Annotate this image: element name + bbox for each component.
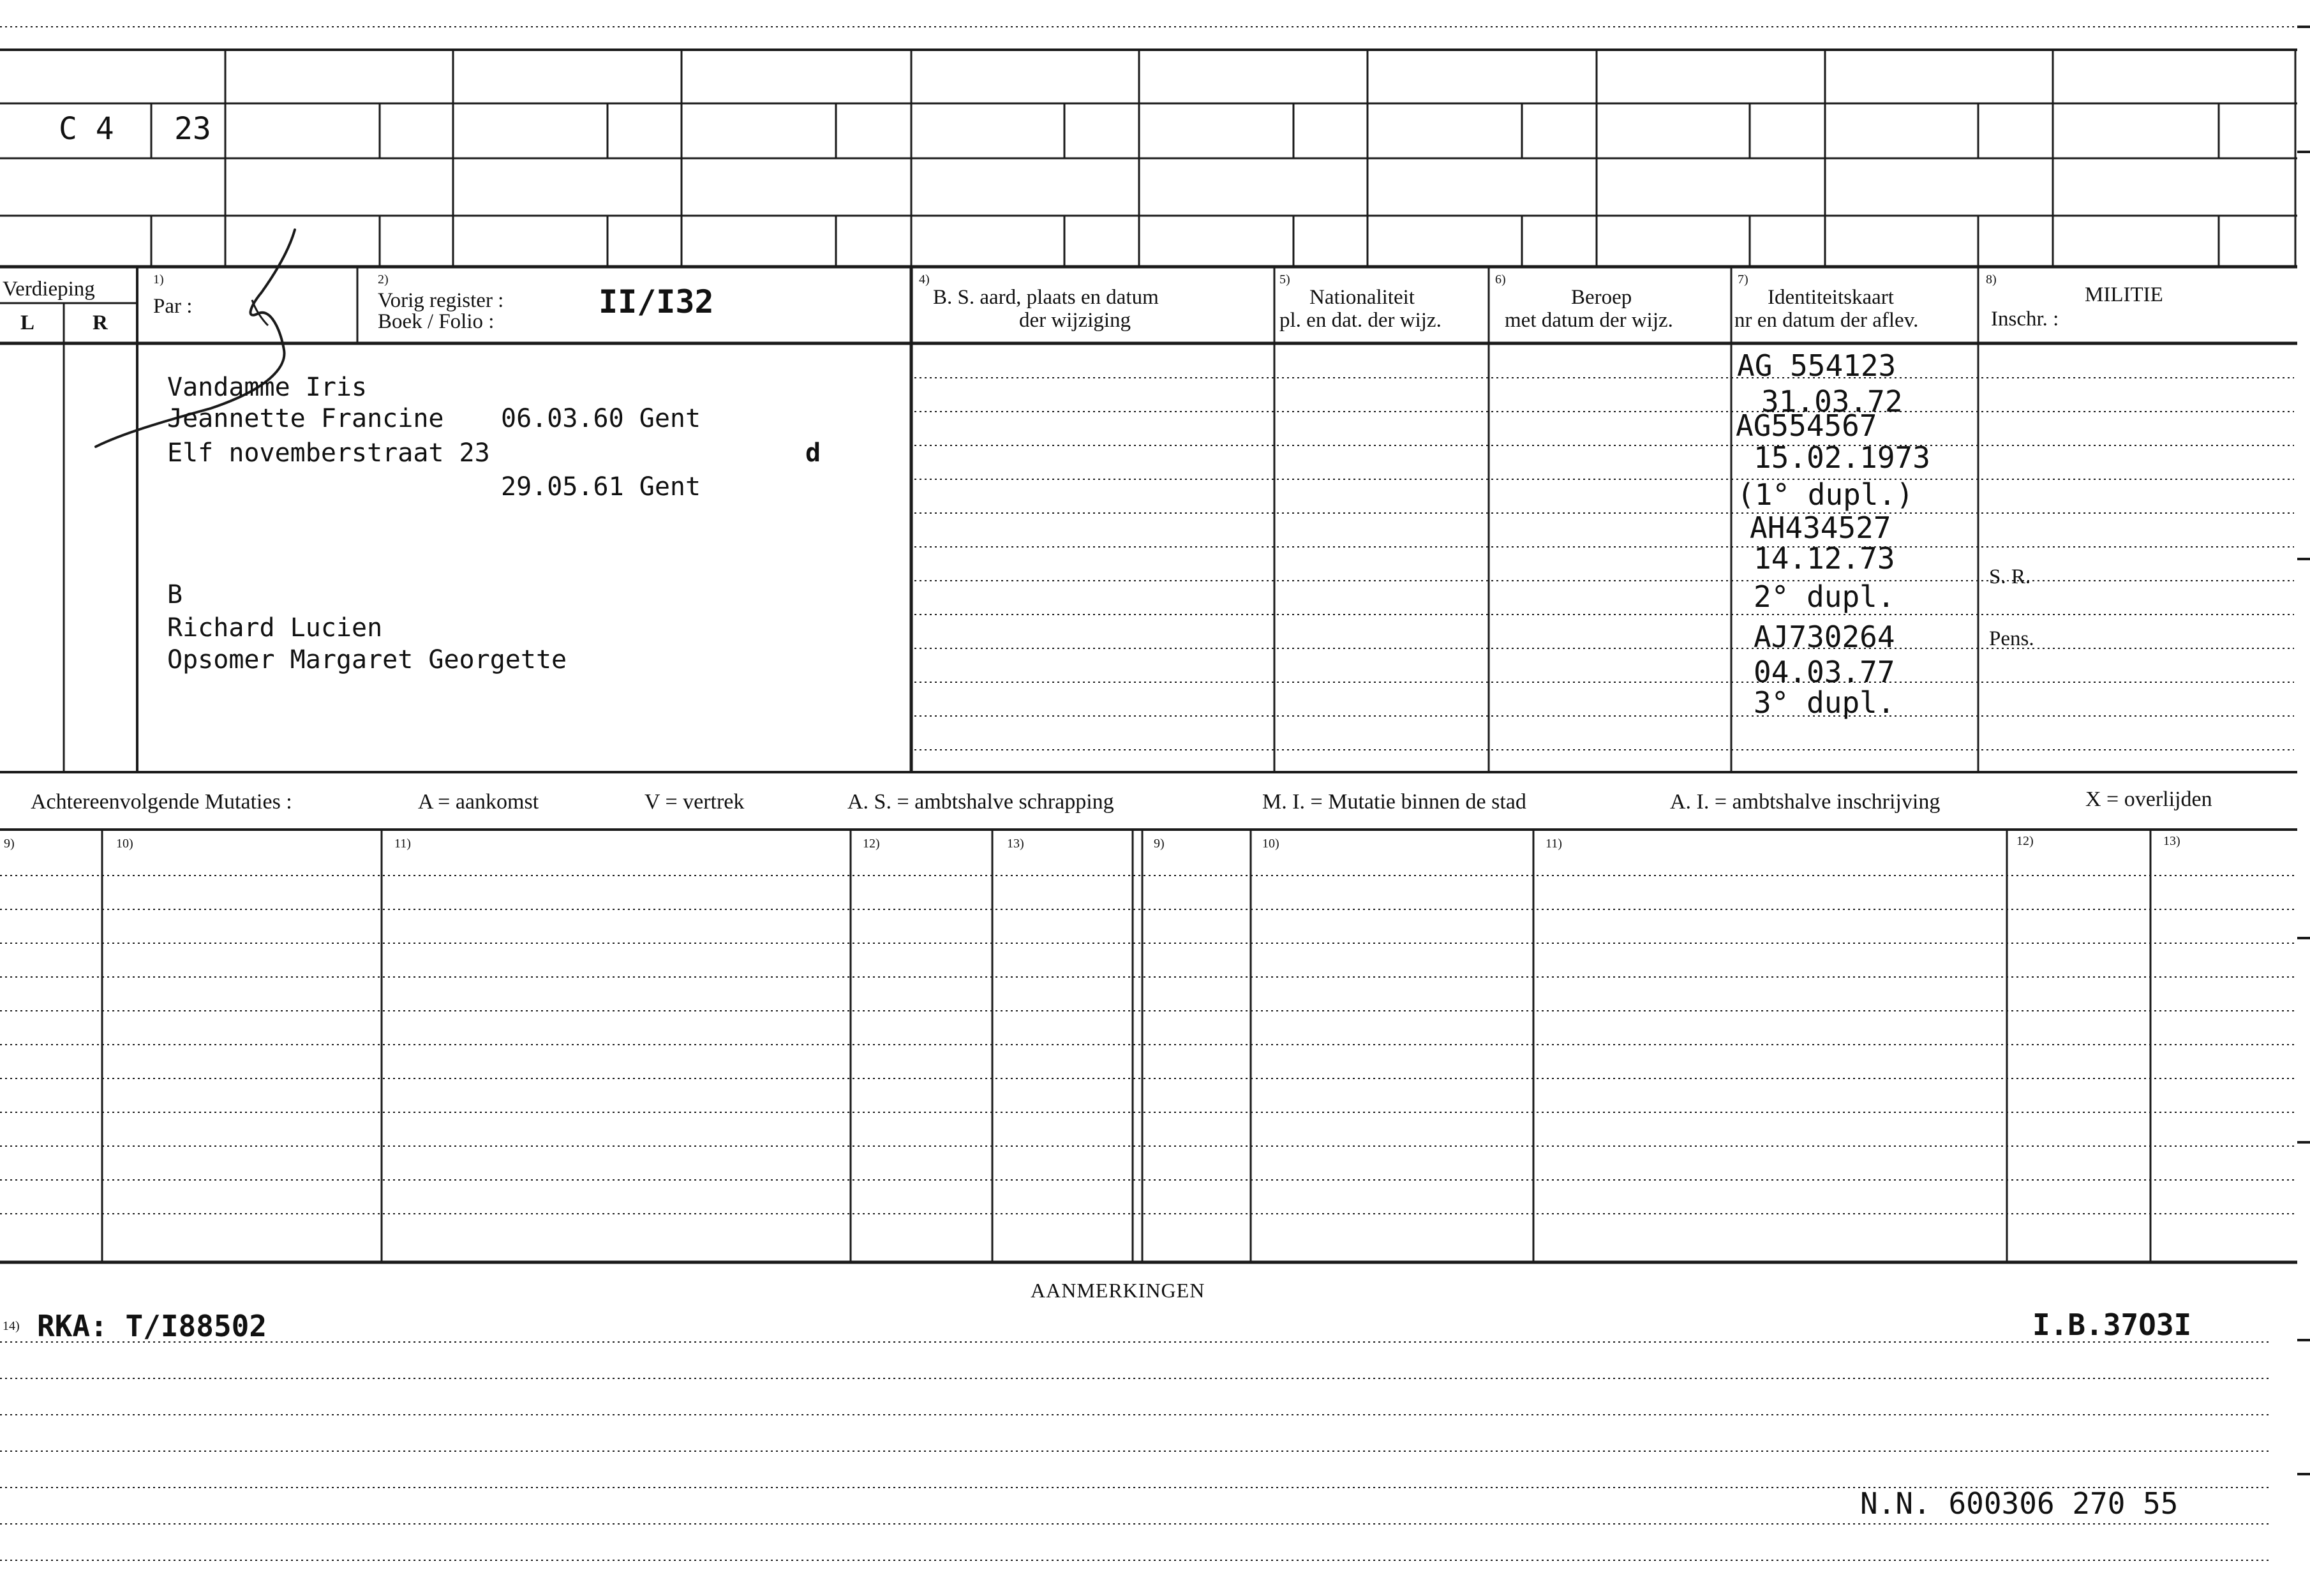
- col5-title-line1: Nationaliteit: [1309, 286, 1415, 309]
- ib-entry: I.B.37O3I: [2032, 1308, 2192, 1342]
- col6-title-line2: met datum der wijz.: [1505, 309, 1673, 332]
- boek-folio-label: Boek / Folio :: [378, 310, 495, 333]
- legend-overlijden: X = overlijden: [2085, 787, 2212, 811]
- vorig-register-label: Vorig register :: [378, 289, 504, 312]
- col6-title-line1: Beroep: [1571, 286, 1632, 309]
- legend-mutatie-stad: M. I. = Mutatie binnen de stad: [1262, 790, 1526, 814]
- mutation-col-number: 12): [2016, 834, 2034, 848]
- person-name: Vandamme Iris: [167, 373, 368, 402]
- col7-number: 7): [1738, 272, 1748, 287]
- col4-title-line1: B. S. aard, plaats en datum: [933, 286, 1159, 309]
- block-number: 23: [174, 111, 211, 147]
- col5-number: 5): [1279, 272, 1290, 287]
- person-address: Elf novemberstraat 23: [167, 438, 490, 468]
- id-card-line: AH434527: [1750, 511, 1891, 545]
- vorig-register-value: II/I32: [599, 283, 714, 320]
- person-birth-date: 06.03.60 Gent: [501, 404, 701, 433]
- mutation-col-number: 13): [1007, 837, 1024, 851]
- inschr-label: Inschr. :: [1991, 308, 2059, 331]
- col5-title-line2: pl. en dat. der wijz.: [1279, 309, 1442, 332]
- legend-ambtshalve-schrapping: A. S. = ambtshalve schrapping: [847, 790, 1114, 814]
- mutation-col-number: 11): [394, 837, 411, 851]
- col8-number: 8): [1986, 272, 1997, 287]
- person-second-date: 29.05.61 Gent: [501, 472, 701, 502]
- id-card-line: AJ730264: [1754, 620, 1895, 654]
- status-marker: d: [805, 438, 821, 468]
- parent-1: Richard Lucien: [167, 613, 383, 643]
- col6-number: 6): [1495, 272, 1506, 287]
- id-card-line: (1° dupl.): [1737, 477, 1914, 512]
- par-label: Par :: [153, 295, 193, 318]
- mutation-col-number: 10): [116, 837, 133, 851]
- col4-title-line2: der wijziging: [1019, 309, 1131, 332]
- remarks-title: AANMERKINGEN: [1031, 1279, 1205, 1302]
- id-card-line: 31.03.72: [1761, 384, 1903, 419]
- legend-aankomst: A = aankomst: [418, 790, 539, 814]
- sr-label: S. R.: [1989, 565, 2031, 588]
- legend-ambtshalve-inschrijving: A. I. = ambtshalve inschrijving: [1670, 790, 1941, 814]
- mutation-col-number: 12): [863, 837, 880, 851]
- nn-entry: N.N. 600306 270 55: [1860, 1486, 2179, 1521]
- id-card-line: 15.02.1973: [1754, 440, 1930, 475]
- mutation-col-number: 13): [2163, 834, 2180, 848]
- col4-number: 4): [919, 272, 930, 287]
- mutation-col-number: 9): [4, 837, 15, 851]
- remarks-number: 14): [3, 1319, 20, 1333]
- id-card-line: 04.03.77: [1754, 655, 1895, 689]
- pens-label: Pens.: [1989, 627, 2034, 650]
- b-marker: B: [167, 580, 183, 609]
- legend-title: Achtereenvolgende Mutaties :: [31, 790, 292, 814]
- rka-entry: RKA: T/I88502: [37, 1309, 267, 1343]
- verdieping-label: Verdieping: [3, 278, 95, 301]
- militie-title: MILITIE: [2085, 283, 2163, 306]
- col-R-label: R: [93, 311, 108, 334]
- col7-title-line2: nr en datum der aflev.: [1734, 309, 1919, 332]
- id-card-line: 2° dupl.: [1754, 579, 1895, 614]
- id-card-line: AG 554123: [1737, 348, 1896, 383]
- col1-number: 1): [153, 272, 164, 287]
- parent-2: Opsomer Margaret Georgette: [167, 645, 567, 675]
- col7-title-line1: Identiteitskaart: [1768, 286, 1894, 309]
- block-code: C 4: [59, 111, 114, 147]
- id-card-line: 3° dupl.: [1754, 685, 1895, 720]
- person-given-names: Jeannette Francine: [167, 404, 444, 433]
- mutation-col-number: 11): [1546, 837, 1562, 851]
- col2-number: 2): [378, 272, 389, 287]
- legend-vertrek: V = vertrek: [645, 790, 745, 814]
- col-L-label: L: [20, 311, 35, 334]
- id-card-line: 14.12.73: [1754, 541, 1895, 576]
- mutation-col-number: 10): [1262, 837, 1279, 851]
- id-card-line: AG554567: [1736, 408, 1877, 443]
- mutation-col-number: 9): [1154, 837, 1165, 851]
